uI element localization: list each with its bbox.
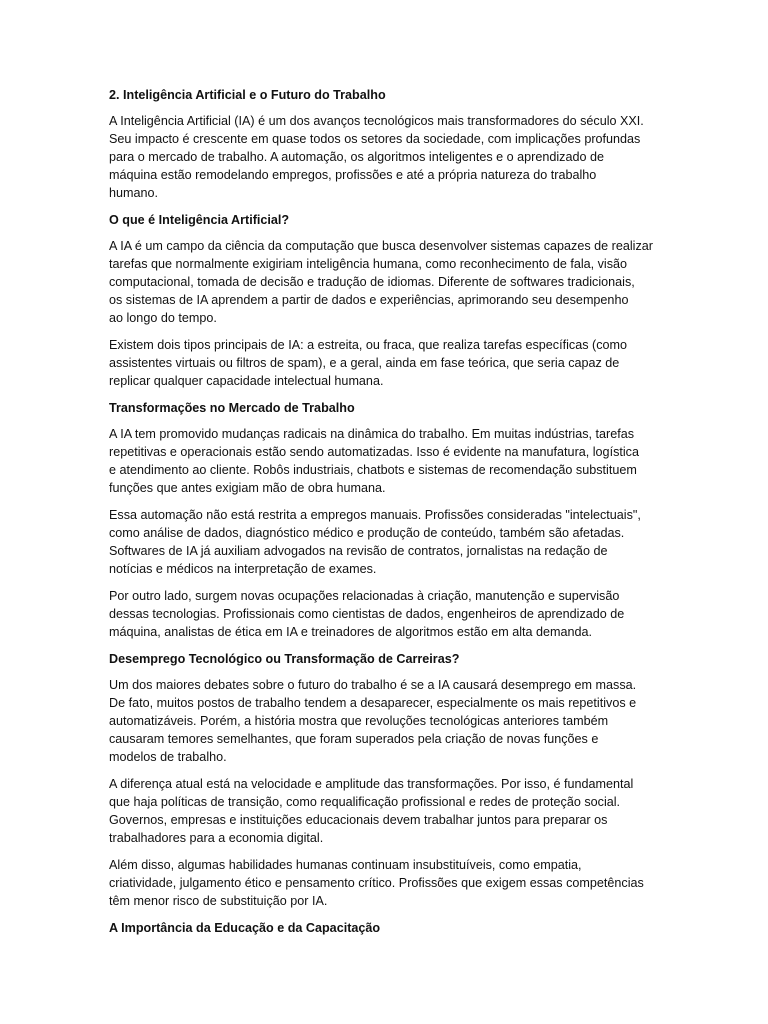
body-paragraph: [109, 336, 661, 390]
text-line: Desemprego Tecnológico ou Transformação de Carreiras?: [109, 652, 460, 666]
body-paragraph: [109, 587, 661, 641]
text-line: O que é Inteligência Artificial?: [109, 213, 290, 227]
text-line: máquina, analistas de ética em IA e treinadores de algoritmos estão em alta demanda.: [109, 625, 593, 639]
body-paragraph: [109, 425, 661, 497]
document-title: [109, 86, 661, 104]
body-paragraph: [109, 856, 661, 910]
text-line: Governos, empresas e instituições educacionais devem trabalhar juntos para preparar os: [109, 813, 608, 827]
document-page: [109, 86, 661, 945]
section-heading: [109, 211, 661, 229]
text-line: causaram temores semelhantes, que foram superados pela criação de novas funções e: [109, 732, 599, 746]
text-line: para o mercado de trabalho. A automação, os algoritmos inteligentes e o aprendizado de: [109, 150, 604, 164]
text-line: Um dos maiores debates sobre o futuro do trabalho é se a IA causará desemprego em massa.: [109, 678, 637, 692]
text-line: máquina estão remodelando empregos, profissões e até a própria natureza do trabalho: [109, 168, 597, 182]
section-heading: [109, 650, 661, 668]
text-line: têm menor risco de substituição por IA.: [109, 894, 328, 908]
text-line: A Inteligência Artificial (IA) é um dos avanços tecnológicos mais transformadores do século XXI.: [109, 114, 644, 128]
text-line: humano.: [109, 186, 159, 200]
text-line: Existem dois tipos principais de IA: a estreita, ou fraca, que realiza tarefas específicas (como: [109, 338, 627, 352]
text-line: repetitivas e operacionais estão sendo automatizadas. Isso é evidente na manufatura, logística: [109, 445, 639, 459]
text-line: funções que antes exigiam mão de obra humana.: [109, 481, 386, 495]
body-paragraph: [109, 112, 661, 202]
text-line: notícias e médicos na interpretação de exames.: [109, 562, 377, 576]
text-line: Além disso, algumas habilidades humanas continuam insubstituíveis, como empatia,: [109, 858, 582, 872]
text-line: dessas tecnologias. Profissionais como cientistas de dados, engenheiros de aprendizado de: [109, 607, 625, 621]
text-line: A Importância da Educação e da Capacitação: [109, 921, 381, 935]
text-line: os sistemas de IA aprendem a partir de dados e experiências, aprimorando seu desempenho: [109, 293, 629, 307]
text-line: Transformações no Mercado de Trabalho: [109, 401, 355, 415]
text-line: Softwares de IA já auxiliam advogados na revisão de contratos, jornalistas na redação de: [109, 544, 608, 558]
text-line: Essa automação não está restrita a empregos manuais. Profissões consideradas "intelectuais",: [109, 508, 641, 522]
text-line: replicar qualquer capacidade intelectual humana.: [109, 374, 384, 388]
text-line: computacional, tomada de decisão e tradução de idiomas. Diferente de softwares tradicionais,: [109, 275, 635, 289]
body-paragraph: [109, 676, 661, 766]
text-line: A IA tem promovido mudanças radicais na dinâmica do trabalho. Em muitas indústrias, tarefas: [109, 427, 634, 441]
text-line: ao longo do tempo.: [109, 311, 217, 325]
text-line: modelos de trabalho.: [109, 750, 227, 764]
text-line: como análise de dados, diagnóstico médico e produção de conteúdo, também são afetadas.: [109, 526, 625, 540]
section-heading: [109, 399, 661, 417]
text-line: assistentes virtuais ou filtros de spam), e a geral, ainda em fase teórica, que seria capaz de: [109, 356, 620, 370]
body-paragraph: [109, 237, 661, 327]
text-line: A diferença atual está na velocidade e amplitude das transformações. Por isso, é fundamental: [109, 777, 634, 791]
text-line: Seu impacto é crescente em quase todos os setores da sociedade, com implicações profundas: [109, 132, 641, 146]
text-line: A IA é um campo da ciência da computação que busca desenvolver sistemas capazes de realizar: [109, 239, 653, 253]
section-heading: [109, 919, 661, 937]
text-line: 2. Inteligência Artificial e o Futuro do Trabalho: [109, 88, 386, 102]
text-line: trabalhadores para a economia digital.: [109, 831, 324, 845]
body-paragraph: [109, 506, 661, 578]
text-line: que haja políticas de transição, como requalificação profissional e redes de proteção social.: [109, 795, 621, 809]
text-line: automatizáveis. Porém, a história mostra que revoluções tecnológicas anteriores também: [109, 714, 609, 728]
text-line: Por outro lado, surgem novas ocupações relacionadas à criação, manutenção e supervisão: [109, 589, 620, 603]
text-line: criatividade, julgamento ético e pensamento crítico. Profissões que exigem essas competências: [109, 876, 644, 890]
text-line: e atendimento ao cliente. Robôs industriais, chatbots e sistemas de recomendação substituem: [109, 463, 637, 477]
text-line: De fato, muitos postos de trabalho tendem a desaparecer, especialmente os mais repetitivos e: [109, 696, 637, 710]
body-paragraph: [109, 775, 661, 847]
text-line: tarefas que normalmente exigiriam inteligência humana, como reconhecimento de fala, visão: [109, 257, 628, 271]
